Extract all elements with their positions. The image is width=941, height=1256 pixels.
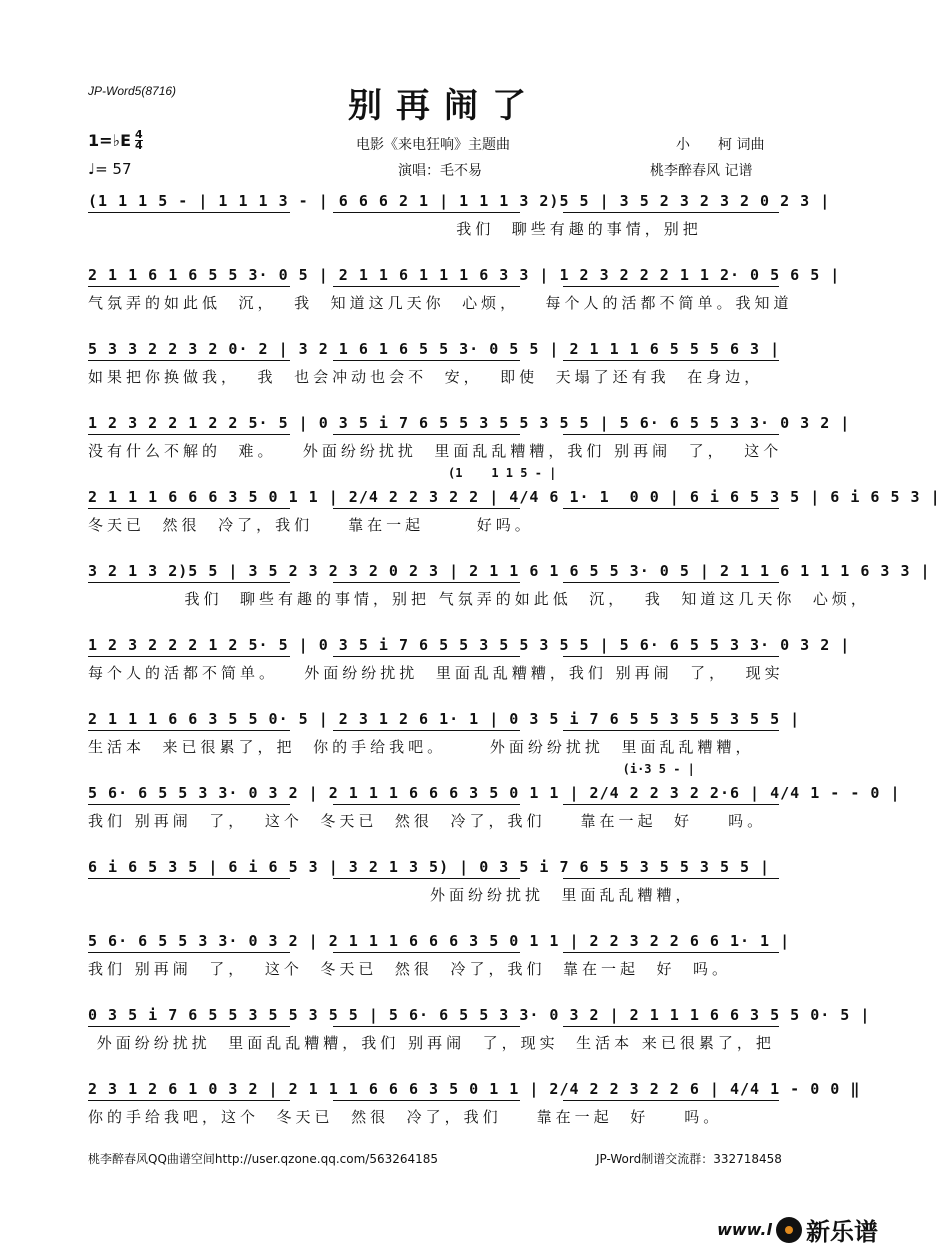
beam-line [563,1026,779,1027]
beam-line [333,1026,520,1027]
score-row [88,762,901,852]
site-logo[interactable] [717,1212,878,1247]
score-row [88,466,941,556]
score-row [88,630,851,704]
beam-line [563,804,779,805]
beam-line [333,1100,520,1101]
score-body [88,186,941,1148]
beam-line [88,212,290,213]
beam-line [88,656,290,657]
beam-line [88,360,290,361]
jianpu-notes: 1 2 3 2 2 1 2 2 5· 5 | 0 3 5 i 7 6 5 5 3 5 5 3 5 5 | 5 6· 6 5 5 3 3· 0 3 2 | [88,414,851,432]
jianpu-notes: (1 1 1 5 - | 1 1 1 3 - | 6 6 6 2 1 | 1 1 1 3 2)5 5 | 3 5 2 3 2 3 2 0 2 3 | [88,192,831,210]
lyric-line: 你的手给我吧，这个 冬天已 然很 冷了，我们 靠在一起 好 吗。 [88,1108,723,1126]
footer-group: JP-Word制谱交流群：332718458 [596,1152,782,1166]
beam-line [333,878,520,879]
beam-line [333,730,520,731]
beam-line [88,434,290,435]
key-signature [88,130,143,151]
singer-credit: 演唱：毛不易 [398,163,482,179]
repeat-ending-notes: (i·3 5 - | [88,762,695,776]
song-title: 别再闹了 [348,86,540,126]
film-subtitle: 电影《来电狂响》主题曲 [356,137,510,153]
beam-line [333,582,520,583]
jianpu-notes: 0 3 5 i 7 6 5 5 3 5 5 3 5 5 | 5 6· 6 5 5 3 3· 0 3 2 | 2 1 1 1 6 6 3 5 5 0· 5 | [88,1006,871,1024]
beam-line [333,804,520,805]
key-label: 1=♭E [88,131,132,150]
lyric-line: 我们 别再闹 了， 这个 冬天已 然很 冷了，我们 靠在一起 好 吗。 [88,812,767,830]
jianpu-notes: 2 1 1 1 6 6 6 3 5 0 1 1 | 2/4 2 2 3 2 2 | 4/4 6 1· 1 0 0 | 6 i 6 5 3 5 | 6 i 6 5 3 | [88,488,941,506]
lyric-line: 外面纷纷扰扰 里面乱乱糟糟， [88,886,695,904]
lyric-line: 生活本 来已很累了，把 你的手给我吧。 外面纷纷扰扰 里面乱乱糟糟， [88,738,755,756]
score-row [88,260,841,334]
beam-line [88,1100,290,1101]
footer-qzone: 桃李醉春风QQ曲谱空间http://user.qzone.qq.com/563264185 [88,1152,439,1166]
beam-line [563,1100,779,1101]
jianpu-notes: 5 3 3 2 2 3 2 0· 2 | 3 2 1 6 1 6 5 5 3· 0 5 5 | 2 1 1 1 6 5 5 5 6 3 | [88,340,781,358]
beam-line [563,286,779,287]
jianpu-notes: 5 6· 6 5 5 3 3· 0 3 2 | 2 1 1 1 6 6 6 3 5 0 1 1 | 2/4 2 2 3 2 2·6 | 4/4 1 - - 0 | [88,784,901,802]
jianpu-notes: 6 i 6 5 3 5 | 6 i 6 5 3 | 3 2 1 3 5) | 0 3 5 i 7 6 5 5 3 5 5 3 5 5 | [88,858,771,876]
logo-www: www.l [717,1220,772,1239]
beam-line [563,434,779,435]
beam-line [333,656,520,657]
beam-line [333,952,520,953]
lyric-line: 如果把你换做我， 我 也会冲动也会不 安， 即使 天塌了还有我 在身边， [88,368,764,386]
beam-line [88,804,290,805]
beam-line [88,582,290,583]
tempo-mark: ♩= 57 [88,160,132,178]
time-bottom: 4 [135,139,143,152]
beam-line [88,1026,290,1027]
beam-line [88,952,290,953]
beam-line [88,730,290,731]
score-row [88,556,931,630]
beam-line [563,952,779,953]
lyricist-composer-credit: 小 柯 词曲 [676,137,765,153]
beam-line [88,286,290,287]
score-row [88,926,808,1000]
time-top: 4 [135,128,143,141]
software-label: JP-Word5(8716) [88,84,177,98]
jianpu-notes: 2 1 1 1 6 6 3 5 5 0· 5 | 2 3 1 2 6 1· 1 | 0 3 5 i 7 6 5 5 3 5 5 3 5 5 | [88,710,801,728]
score-row [88,852,808,926]
jianpu-notes: 2 3 1 2 6 1 0 3 2 | 2 1 1 1 6 6 6 3 5 0 1 1 | 2/4 2 2 3 2 2 6 | 4/4 1 - 0 0 ‖ [88,1080,861,1098]
lyric-line: 我们 聊些有趣的事情，别把 气氛弄的如此低 沉， 我 知道这几天你 心烦， [88,590,870,608]
lyric-line: 每个人的活都不简单。 外面纷纷扰扰 里面乱乱糟糟，我们 别再闹 了， 现实 [88,664,784,682]
lyric-line: 没有什么不解的 难。 外面纷纷扰扰 里面乱乱糟糟，我们 别再闹 了， 这个 [88,442,783,460]
beam-line [563,582,779,583]
score-row [88,1000,871,1074]
lyric-line: 外面纷纷扰扰 里面乱乱糟糟，我们 别再闹 了，现实 生活本 来已很累了，把 [88,1034,775,1052]
jianpu-notes: 3 2 1 3 2)5 5 | 3 5 2 3 2 3 2 0 2 3 | 2 1 1 6 1 6 5 5 3· 0 5 | 2 1 1 6 1 1 1 6 3 3 | [88,562,931,580]
jianpu-notes: 2 1 1 6 1 6 5 5 3· 0 5 | 2 1 1 6 1 1 1 6 3 3 | 1 2 3 2 2 2 1 1 2· 0 5 6 5 | [88,266,841,284]
time-signature [135,130,143,151]
lyric-line: 我们 聊些有趣的事情，别把 [88,220,702,238]
beam-line [563,508,779,509]
beam-line [563,878,779,879]
record-icon [776,1217,802,1243]
jianpu-notes: 5 6· 6 5 5 3 3· 0 3 2 | 2 1 1 1 6 6 6 3 5 0 1 1 | 2 2 3 2 2 6 6 1· 1 | [88,932,791,950]
beam-line [563,656,779,657]
beam-line [563,212,779,213]
beam-line [333,434,520,435]
score-row [88,1074,861,1148]
beam-line [563,730,779,731]
score-row [88,334,808,408]
repeat-ending-notes: (1 1 1 5 - | [448,466,557,480]
beam-line [333,360,520,361]
beam-line [333,212,520,213]
score-row [88,186,831,260]
transcriber-credit: 桃李醉春风 记谱 [650,163,753,179]
beam-line [333,508,520,509]
jianpu-notes: 1 2 3 2 2 2 1 2 5· 5 | 0 3 5 i 7 6 5 5 3 5 5 3 5 5 | 5 6· 6 5 5 3 3· 0 3 2 | [88,636,851,654]
lyric-line: 冬天已 然很 冷了，我们 靠在一起 好吗。 [88,516,534,534]
beam-line [88,878,290,879]
logo-name: 新乐谱 [806,1218,878,1246]
beam-line [563,360,779,361]
beam-line [88,508,290,509]
lyric-line: 气氛弄的如此低 沉， 我 知道这几天你 心烦， 每个人的活都不简单。我知道 [88,294,793,312]
lyric-line: 我们 别再闹 了， 这个 冬天已 然很 冷了，我们 靠在一起 好 吗。 [88,960,732,978]
beam-line [333,286,520,287]
